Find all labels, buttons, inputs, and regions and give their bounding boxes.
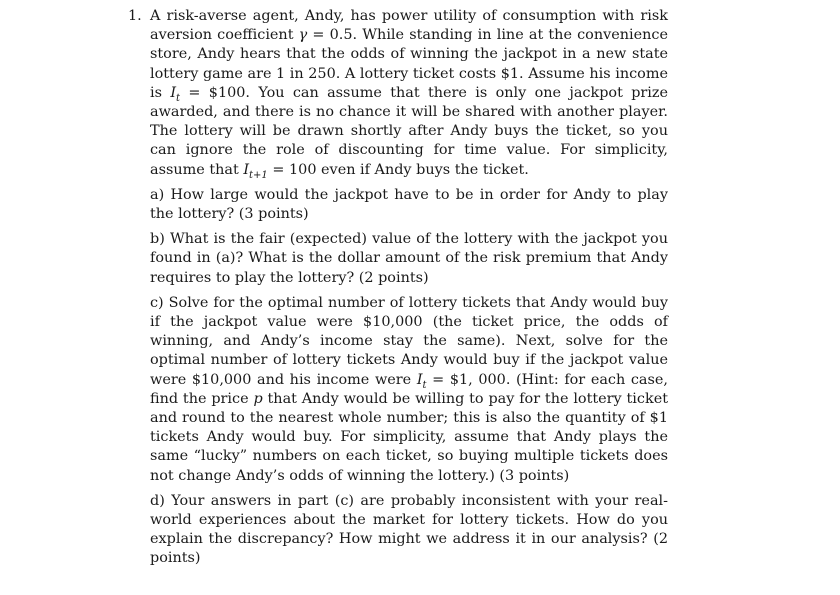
part-b: b) What is the fair (expected) value of the lottery with the jackpot you found in (a)? What is the dollar amount of the risk premium that Andy requires to play the lottery? (2 points) [150,231,668,286]
part-a: a) How large would the jackpot have to be in order for Andy to play the lottery? (3 points) [150,186,668,223]
income-subscript: t [176,92,181,104]
intro-text-1: A risk-averse agent, Andy, has power utility of consumption with risk aversion coefficient [150,8,668,44]
intro-text-3: = $100. You can assume that there is only one jackpot prize awarded, and there is no chance it will be shared with another player. The lottery will be drawn shortly after Andy buys the ticket, so you can ignore the role of discounting for time value. For simplicity, assume that [150,84,668,178]
intro-text-2: = 0.5. While standing in line at the convenience store, Andy hears that the odds of winning the jackpot in a new state lottery game are 1 in 250. A lottery ticket costs $1. Assume his income is [150,27,668,101]
income-symbol-c: I [416,371,423,388]
part-c [150,294,668,486]
problem-intro [150,7,668,180]
part-d: d) Your answers in part (c) are probably inconsistent with your real-world experiences about the market for lottery tickets. How do you explain the discrepancy? How might we address it in our analysis? (2 points) [150,492,668,567]
intro-text-4: = 100 even if Andy buys the ticket. [267,161,529,178]
income-subscript-next: t+1 [249,169,268,181]
income-symbol: I [170,84,177,101]
income-symbol-next: I [243,161,250,178]
gamma-symbol: γ [298,27,308,44]
income-subscript-c: t [422,379,427,391]
part-c-text-2: = $1, 000. (Hint: for each case, find the price [150,371,668,407]
price-symbol: p [253,390,263,407]
problem-1 [128,7,668,575]
problem-number: 1. [128,8,142,24]
part-c-text-3: that Andy would be willing to pay for the lottery ticket and round to the nearest whole number; this is also the quantity of $1 tickets Andy would buy. For simplicity, assume that Andy plays the same “lucky” numbers on each ticket, so buying multiple tickets does not change Andy’s odds of winning the lottery.) (3 points) [150,390,668,484]
part-c-text-1: c) Solve for the optimal number of lottery tickets that Andy would buy if the jackpot value were $10,000 (the ticket price, the odds of winning, and Andy’s income stay the same). Next, solve for the optimal number of lottery tickets Andy would buy if the jackpot value were $10,000 and his income were [150,294,668,388]
